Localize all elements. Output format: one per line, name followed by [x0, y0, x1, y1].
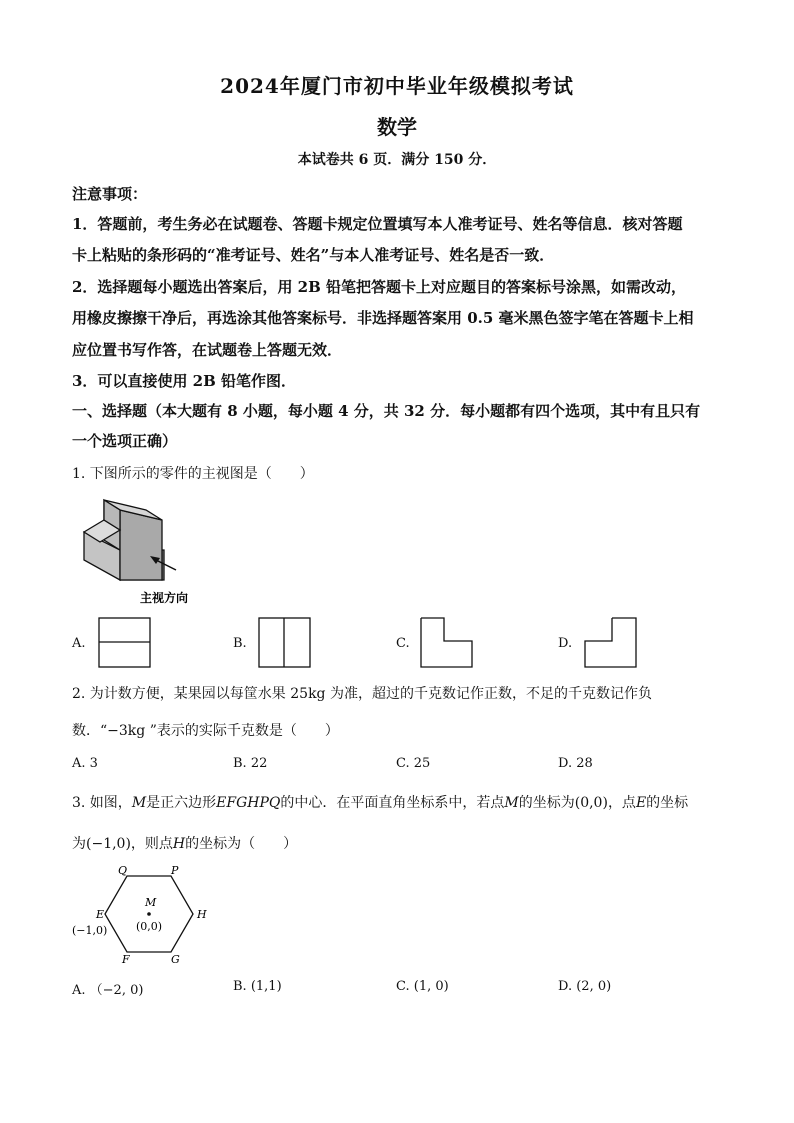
svg-text:(−1,0): (−1,0) — [72, 924, 108, 937]
section1-line-1: 一、选择题（本大题有 8 小题，每小题 4 分，共 32 分．每小题都有四个选项，其中有且只有 — [72, 402, 701, 420]
q3-option-a[interactable]: A. （−2, 0) — [72, 983, 144, 998]
q3-option-c[interactable]: C. (1, 0) — [396, 979, 449, 994]
q1-figure-caption: 主视方向 — [140, 591, 189, 605]
svg-text:H: H — [197, 908, 207, 921]
notes-line-4: 用橡皮擦擦干净后，再选涂其他答案标号．非选择题答案用 0.5 毫米黑色签字笔在答题卡上相 — [72, 309, 694, 327]
q1-option-d-figure[interactable] — [584, 617, 638, 669]
q1-option-d[interactable]: D. — [558, 636, 573, 651]
q3-line-2: 为(−1,0)，则点H的坐标为（ ） — [72, 836, 298, 852]
q3-line-1: 3. 如图，M是正六边形EFGHPQ的中心．在平面直角坐标系中，若点M的坐标为(0,0)，点E的坐标 — [72, 795, 689, 811]
q2-option-d[interactable]: D. 28 — [558, 756, 593, 771]
exam-info: 本试卷共 6 页．满分 150 分． — [297, 152, 497, 168]
q3-option-d[interactable]: D. (2, 0) — [558, 979, 612, 994]
svg-text:G: G — [171, 953, 180, 966]
svg-text:(0,0): (0,0) — [136, 920, 163, 933]
notes-heading: 注意事项： — [72, 185, 148, 203]
exam-subject: 数学 — [377, 115, 417, 139]
q1-option-b-figure[interactable] — [258, 617, 312, 669]
section1-line-2: 一个选项正确） — [72, 432, 178, 450]
svg-text:P: P — [171, 864, 179, 877]
q3-option-b[interactable]: B. (1,1) — [233, 979, 282, 994]
center-point — [147, 912, 151, 916]
q1-part-figure — [76, 492, 216, 606]
q2-line-1: 2. 为计数方便，某果园以每筐水果 25kg 为准，超过的千克数记作正数，不足的千克数记作负 — [72, 686, 652, 702]
q1-stem: 1. 下图所示的零件的主视图是（ ） — [72, 466, 314, 482]
svg-text:E: E — [96, 908, 105, 921]
notes-line-1: 1．答题前，考生务必在试题卷、答题卡规定位置填写本人准考证号、姓名等信息．核对答题 — [72, 215, 683, 233]
q1-option-b[interactable]: B. — [233, 636, 247, 651]
q3-hexagon-figure — [70, 860, 220, 968]
q1-option-c-figure[interactable] — [420, 617, 474, 669]
svg-text:M: M — [145, 896, 157, 909]
q1-option-a[interactable]: A. — [72, 636, 86, 651]
q1-option-a-figure[interactable] — [98, 617, 152, 669]
svg-text:Q: Q — [118, 864, 128, 877]
notes-line-6: 3．可以直接使用 2B 铅笔作图． — [72, 372, 296, 390]
notes-line-5: 应位置书写作答，在试题卷上答题无效． — [72, 341, 343, 359]
q2-option-c[interactable]: C. 25 — [396, 756, 431, 771]
q2-option-a[interactable]: A. 3 — [72, 756, 98, 771]
exam-title: 2024年厦门市初中毕业年级模拟考试 — [220, 74, 574, 98]
q1-option-c[interactable]: C. — [396, 636, 410, 651]
q2-line-2: 数．“−3kg ”表示的实际千克数是（ ） — [72, 723, 339, 739]
notes-line-3: 2．选择题每小题选出答案后，用 2B 铅笔把答题卡上对应题目的答案标号涂黑，如需改动， — [72, 278, 687, 296]
notes-line-2: 卡上粘贴的条形码的“准考证号、姓名”与本人准考证号、姓名是否一致． — [72, 246, 555, 264]
q2-option-b[interactable]: B. 22 — [233, 756, 268, 771]
svg-text:F: F — [122, 953, 130, 966]
